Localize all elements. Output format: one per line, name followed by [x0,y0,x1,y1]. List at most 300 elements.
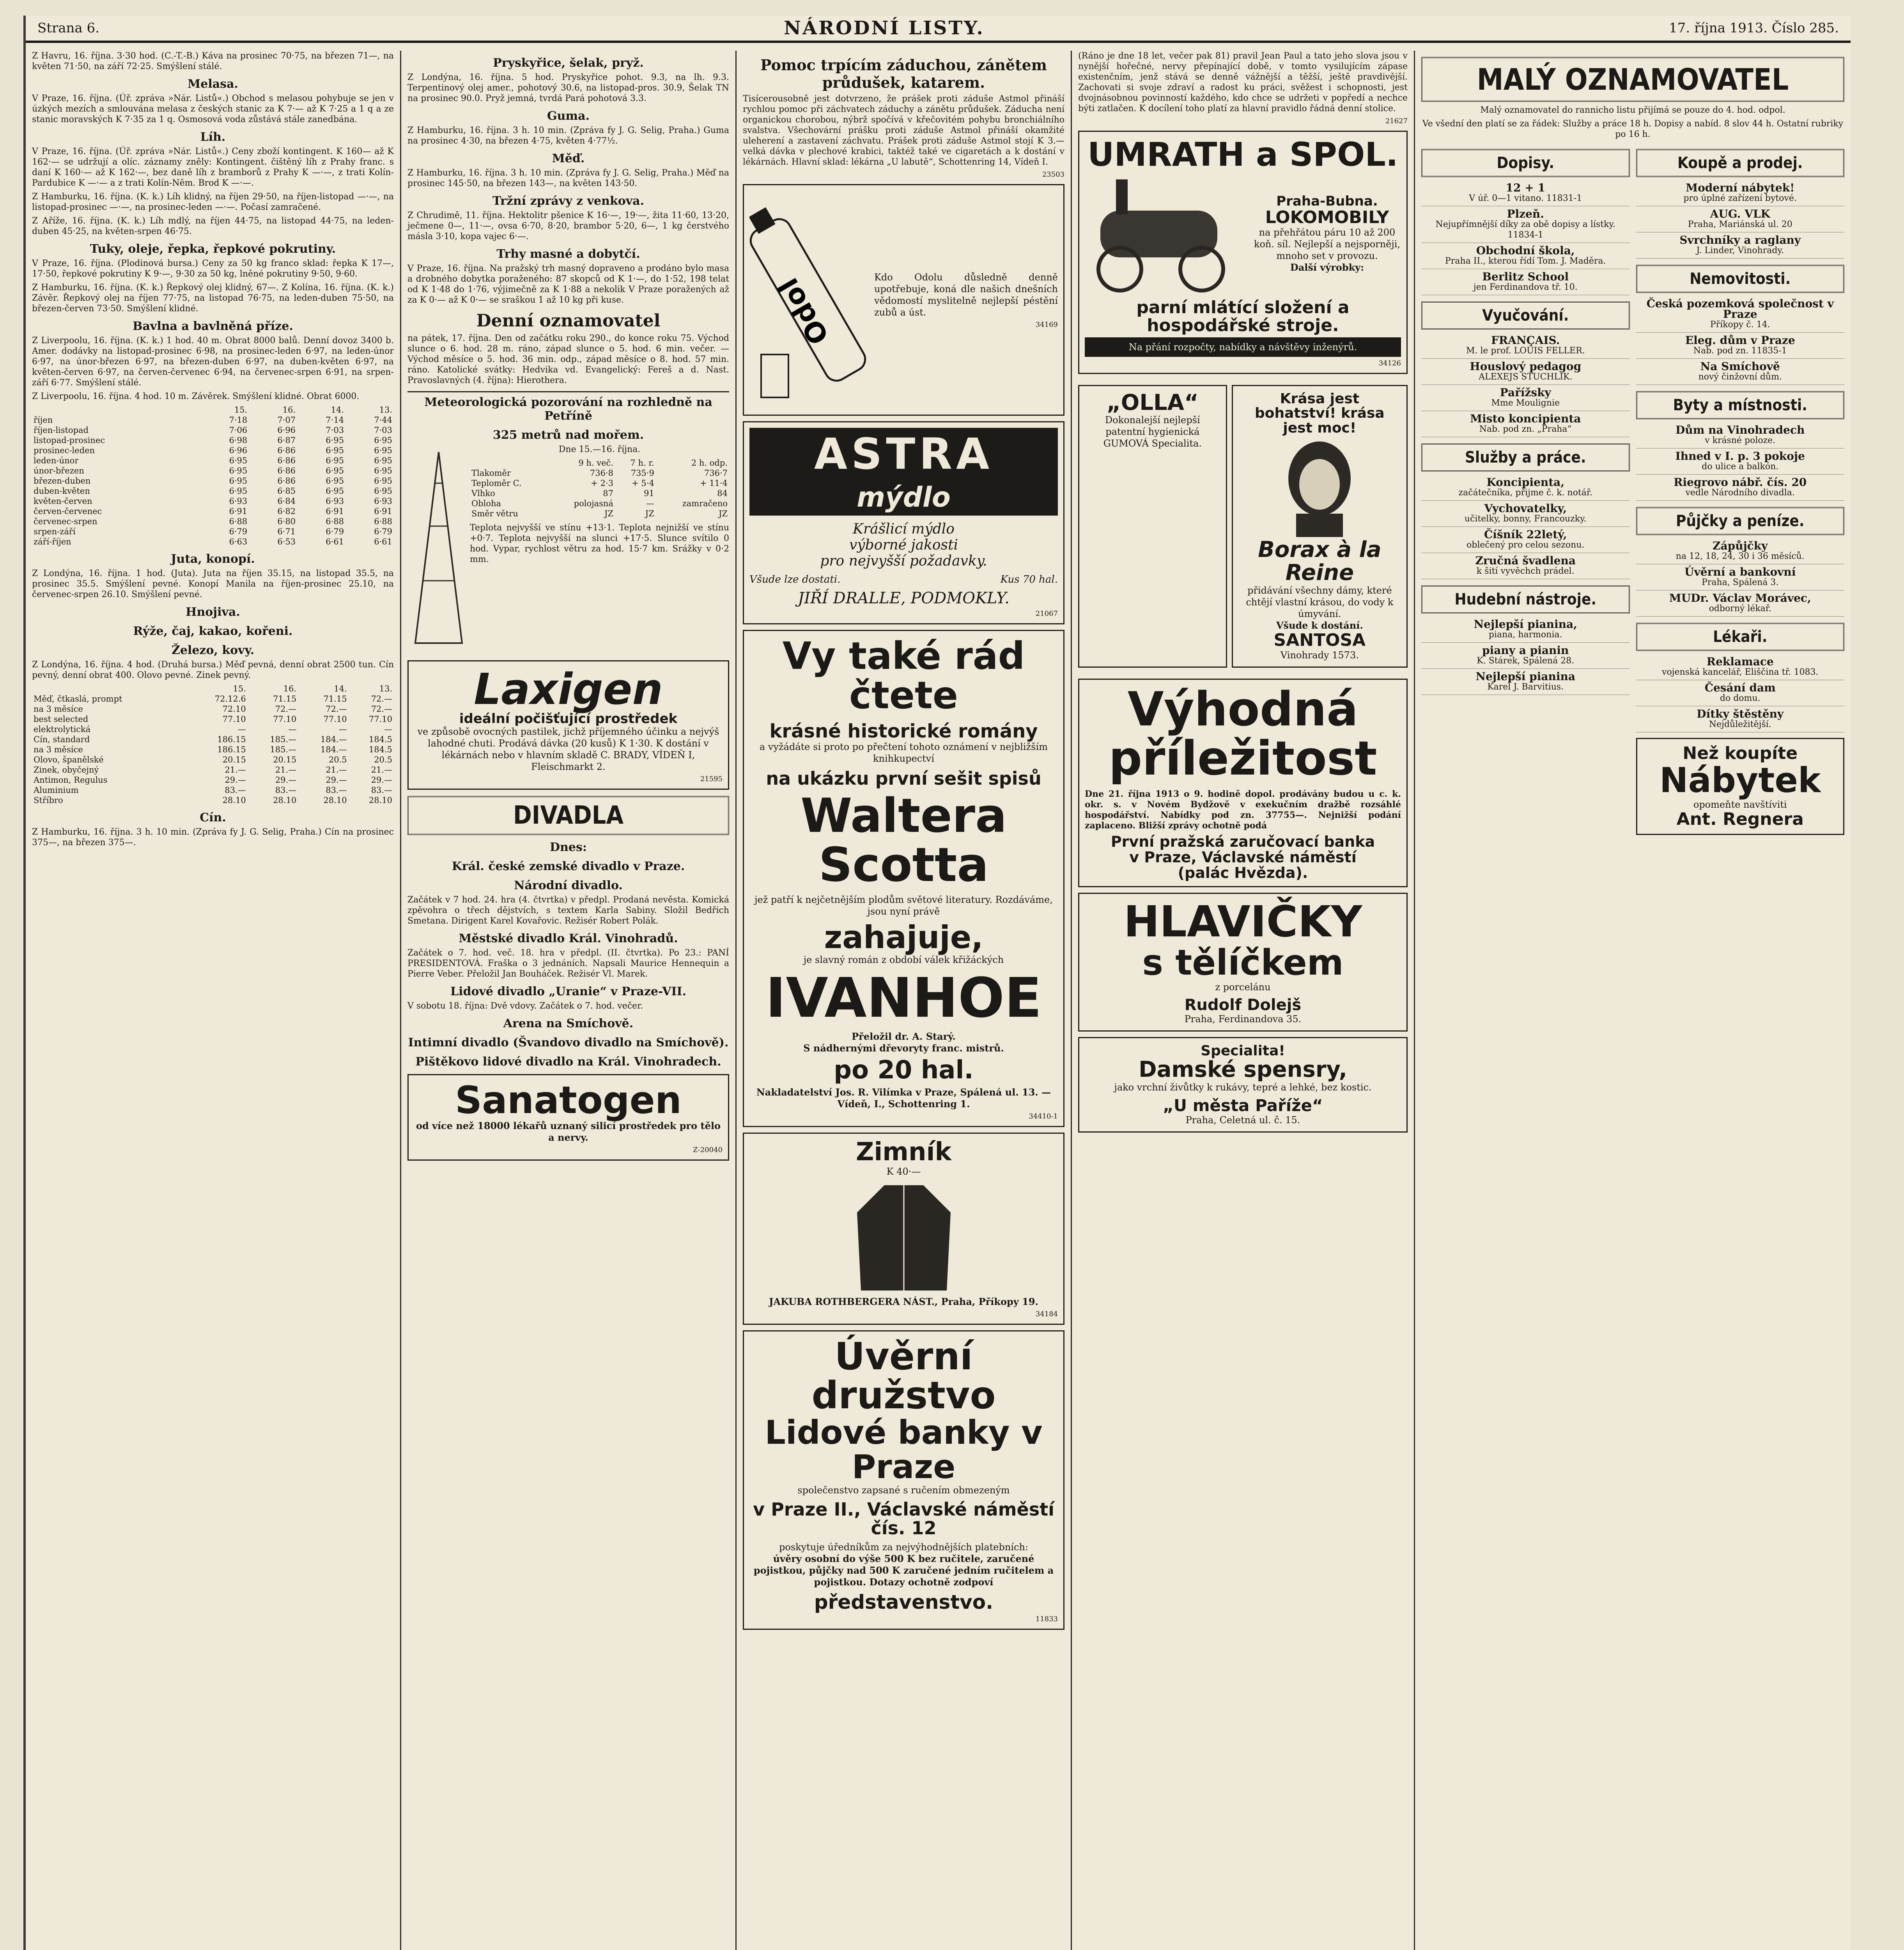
paragraph: Z Havru, 16. října. 3·30 hod. (C.-T.-B.) Káva na prosinec 70·75, na březen 71—, na květen 71·50, na září 72·25. Smýšlení stálé. [32,51,394,71]
classified-entry-text: Praha, Spálená 3. [1702,578,1779,587]
table-cell: 6·98 [229,436,248,445]
table-cell: Tlakoměr [471,468,511,478]
classified-entry-title: Na Smíchově [1700,360,1780,373]
table-cell: únor-březen [34,466,84,475]
laxigen-text: ve způsobě ovocných pastilek, jichž příjemného účinku a nejvýš lahodné chuti. Prodává dávka (20 kusů) K 1·30. K dostání v lékárnách nebo v hlavním skladě C. BRADY, VÍDEŇ I, Fleischmarkt 2. [417,726,719,773]
cotton-row [32,466,394,476]
table-cell: + 11·4 [700,479,728,488]
scott-line: zahajuje, [824,919,983,956]
table-cell: 185.— [270,735,297,744]
classified-entry-text: J. Linder, Vinohrady. [1696,246,1784,255]
table-cell: Teploměr C. [471,479,522,488]
meteo-row [470,478,729,488]
umrath-title: UMRATH a SPOL. [1087,135,1398,174]
classified-entry [1421,501,1630,527]
classified-entry-title: FRANÇAIS. [1491,334,1560,347]
table-cell: 87 [603,489,613,498]
table-cell: JZ [718,509,728,518]
astra-line: výborné jakosti [849,537,958,553]
classified-entry-text: Mme Moulignie [1491,398,1560,408]
table-cell: 6·79 [374,527,392,536]
ad-number: 23503 [1042,170,1064,179]
table-cell: — [237,725,246,734]
scott-line: a vyžádáte si proto po přečtení tohoto oznámení v nejbližším knihkupectví [759,741,1048,764]
metal-row [32,724,394,734]
table-cell: 184.— [320,745,347,754]
classified-entry-title: 12 + 1 [1505,181,1545,194]
furniture-line: Než koupíte [1683,743,1798,763]
classified-entry-text: pro úplné zařízení bytové. [1683,193,1797,203]
classified-entry [1636,448,1845,475]
table-cell: 6·95 [374,466,392,475]
classified-entry-title: Pařížsky [1500,386,1551,399]
krasa-title: Krása jest bohatství! krása jest moc! [1254,390,1385,436]
column-news-theatre [400,51,735,1950]
astra-ad [743,421,1064,624]
section-heading: Líh. [200,130,226,144]
table-header-row [32,684,394,694]
table-cell: + 2·3 [591,479,613,488]
classified-entry-title: Zápůjčky [1713,539,1768,552]
table-cell: 77.10 [273,714,297,724]
paragraph: V Praze, 16. října. (Úř. zpráva »Nár. Listů«.) Ceny zboží kontingent. K 160— až K 162·— se udržují a olíc. záznamy zněly: Kontingent. čištěný líh z Prahy franc. s daní K 160·— až K 162·—, bez daně líh z bramborů z Prahy K —·—, z trati Kolín-Pardubice K —·— a z trati Kolín-Něm. Brod K —·—. [32,147,394,188]
meteo-subheading: 325 metrů nad mořem. [492,428,644,442]
astra-subtitle: mýdlo [749,479,1058,516]
ad-number: 34126 [1378,359,1401,367]
table-cell: 7·18 [229,415,248,425]
paragraph: Z Londýna, 16. října. 4 hod. (Druhá bursa.) Měď pevná, denní obrat 2500 tun. Cín pevný, denní obrat 400. Olovo pevné. Zinek pevný. [32,660,394,680]
theatre-text: V sobotu 18. října: Dvě vdovy. Začátek o 7. hod. večer. [407,1001,643,1011]
section-heading: Pryskyřice, šelak, pryž. [493,56,644,70]
table-cell: říjen [34,415,53,425]
table-cell: best selected [34,714,89,724]
classified-entry [1636,706,1845,732]
scott-line: krásné historické romány [769,720,1038,742]
classified-entry-title: AUG. VLK [1710,207,1770,220]
classified-entry-text: oblečený pro celou sezonu. [1467,540,1585,550]
classified-entry [1636,359,1845,385]
cotton-row [32,506,394,516]
furniture-ad [1636,738,1845,835]
classified-entry-text: ALEXEJS STUCHLIK. [1479,372,1573,382]
credit-union-line: společenstvo zapsané s ručením obmezeným [797,1484,1010,1496]
credit-union-address: v Praze II., Václavské náměstí čís. 12 [753,1498,1054,1539]
table-cell: listopad-prosinec [34,436,105,445]
metal-row [32,775,394,785]
metal-row [32,714,394,724]
paragraph: Z Hamburku, 16. října. 3 h. 10 min. (Zpráva fy J. G. Selig, Praha.) Měď na prosinec 145·50, na březen 143—, na květen 143·50. [407,168,729,188]
classified-entry-title: Vychovatelky, [1484,502,1567,515]
category-vyucovani: Vyučování. [1421,301,1630,330]
table-cell: 6·95 [374,476,392,486]
umrath-line: parní mlátící složení a hospodářské stroje. [1136,298,1350,336]
classified-entry-text: Karel J. Barvitius. [1487,682,1564,692]
meteo-row [470,488,729,498]
santosa-brand: SANTOSA [1273,630,1366,650]
odol-text: Kdo Odolu důsledně denně upotřebuje, koná dle našich dnešních vědomostí myslitelně nejlepší péstění zubů a úst. [874,271,1058,318]
cotton-row [32,526,394,537]
classified-entry-text: nový činžovní dům. [1698,372,1782,382]
locomobile-icon [1085,172,1249,296]
classified-entry [1421,669,1630,695]
credit-union-title: Úvěrní družstvo [811,1334,996,1418]
cotton-row [32,516,394,526]
paragraph: V Praze, 16. října. Na pražský trh masný dopraveno a prodáno bylo masa a drobného dobytka poraženého: 87 skopců od K 1·—, do 1·52, 198 telat od K 1·48 do 1·76, výjimečně za K 1·88 a nekolik V Praze poražených až za K 0·— až K 0·— se sraškou 1 až 10 kg při kuse. [407,264,729,305]
classified-entry [1421,411,1630,437]
scott-firm: Nakladatelství Jos. R. Vilímka v Praze, Spálená ul. 13. — Vídeň, I., Schottenring 1. [756,1087,1051,1110]
walter-scott-ad [743,630,1064,1127]
table-cell: — [288,725,297,734]
category-nemovitosti: Nemovitosti. [1636,265,1845,293]
classified-entry [1636,654,1845,680]
dnes-label: Dnes: [550,840,587,854]
classified-entry-text: M. le prof. LOUIS FELLER. [1466,346,1585,356]
theatre-name: Městské divadlo Král. Vinohradů. [459,932,678,946]
paragraph: Z Londýna, 16. října. 1 hod. (Juta). Juta na říjen 35.15, na listopad 35.5, na prosinec 35.5. Smýšlení pevné. Konopí Manila na říjen-prosinec 25.10, na červenec-srpen 26.10. Smýšlení pevné. [32,569,394,599]
paragraph: Z Aříže, 16. října. (K. k.) Líh mdlý, na říjen 44·75, na listopad 44·75, na leden-duben 45·25, na květen-srpen 46·75. [32,216,394,236]
table-cell: 6·61 [374,537,392,546]
classified-entry-text: do domu. [1720,693,1761,703]
section-heading: Rýže, čaj, kakao, kořeni. [133,624,293,638]
classified-entry [1421,527,1630,553]
ad-number: 21627 [1385,117,1408,125]
metal-row [32,795,394,805]
table-cell: 83.— [371,785,392,795]
classified-entry-title: Číšník 22letý, [1484,528,1567,541]
theatre-name: Arena na Smíchově. [503,1017,634,1031]
table-cell: 6·95 [229,456,248,465]
classified-entry-title: Riegrovo nábř. čís. 20 [1674,476,1807,489]
astmol-heading: Pomoc trpícím záduchou, zánětem průdušek, katarem. [760,56,1047,91]
table-cell: Antimon, Regulus [34,775,108,785]
borax-text: přidávání všechny dámy, které chtějí vlastní krásou, do vody k úmyvání. [1246,585,1394,619]
newspaper-page [23,16,1851,1950]
sanatogen-ad [407,1074,729,1161]
sanatogen-text: od více než 18000 lékařů uznaný silicí prostředek pro tělo a nervy. [416,1120,721,1143]
table-cell: 735·9 [631,468,654,478]
table-cell: 72.10 [222,704,246,714]
scott-line: je slavný román z období válek křižáckých [803,954,1004,966]
classified-entry [1636,232,1845,259]
table-cell: 20.15 [222,755,246,764]
table-cell: Zinek, obyčejný [34,765,99,775]
auction-bank-building: (palác Hvězda). [1178,864,1308,881]
table-header-cell: 15. [234,405,248,415]
ad-number: Z-20040 [693,1145,723,1154]
ad-number: 34184 [1035,1310,1058,1318]
classified-entry-title: Dítky štěstěny [1697,707,1784,720]
meteo-block [407,444,729,655]
section-heading: Hnojiva. [186,605,240,619]
classified-entry [1636,180,1845,206]
table-cell: — [338,725,347,734]
classified-entry-title: Česká pozemková společnost v Praze [1646,297,1834,321]
odol-bottle-icon [749,191,866,409]
spensry-ad [1078,1037,1408,1133]
meteo-date: Dne 15.—16. října. [558,445,641,454]
metal-row [32,694,394,704]
table-cell: Vlhko [471,489,495,498]
newspaper-title: NÁRODNÍ LISTY. [784,17,985,39]
pariz-firm: „U města Paříže“ [1163,1096,1323,1115]
table-cell: 6·95 [374,486,392,496]
table-cell: 71.15 [273,694,297,704]
classified-entry-title: Dům na Vinohradech [1676,424,1805,436]
table-cell: 7·03 [326,425,344,435]
table-cell: Oblohа [471,499,501,508]
ad-number: 21595 [700,775,723,784]
table-cell: 21.— [326,765,347,775]
classified-entry-text: v krásné poloze. [1705,436,1776,445]
table-cell: 6·71 [277,527,296,536]
table-cell: zamračeno [682,499,728,508]
table-cell: 28.10 [273,796,297,805]
classified-entry-title: Svrchníky a raglany [1679,234,1801,246]
classified-entry-text: piana, harmonia. [1488,630,1562,640]
table-cell: 6·82 [277,507,296,516]
table-cell: 77.10 [368,714,392,724]
table-cell: 6·95 [326,486,344,496]
classified-entry-text: učitelky, bonny, Francouzky. [1464,514,1587,524]
table-cell: červen-červenec [34,507,102,516]
category-byty: Byty a místnosti. [1636,391,1845,419]
auction-title: Výhodná [1127,682,1358,737]
auction-bank-address: v Praze, Václavské náměstí [1129,848,1357,866]
theatre-name: Intimní divadlo (Švandovo divadlo na Smíchově). [408,1036,729,1050]
spensry-title: Damské spensry, [1139,1057,1347,1083]
paragraph: Z Hamburku, 16. října. (K. k.) Líh klidný, na říjen 29·50, na říjen-listopad —·—, na listopad-prosinec —·—, na prosinec-leden —·—. Počasí zamračené. [32,192,394,212]
classified-entry [1421,333,1630,359]
table-cell: 72.12.6 [214,694,246,704]
cotton-row [32,415,394,425]
table-cell: 6·93 [229,496,248,506]
table-cell: 21.— [275,765,297,775]
table-cell: 6·95 [326,476,344,486]
table-cell: 6·95 [374,446,392,455]
metal-row [32,765,394,775]
classified-entry-text: odborný lékař. [1709,604,1771,613]
table-cell: 186.15 [217,745,246,754]
table-header-cell: 14. [331,405,344,415]
category-hudebni: Hudební nástroje. [1421,585,1630,613]
table-cell: 6·96 [277,425,296,435]
table-header-cell: 7 h. r. [630,458,654,468]
santosa-address: Vinohrady 1573. [1280,649,1359,661]
theatre-text: Začátek o 7. hod. več. 18. hra v předpl. (II. čtvrtka). Po 23.: PANÍ PRESIDENTOVÁ. Fraška o 3 jednáních. Napsali Maurice Hennequin a Pierre Veber. Přeložil Jan Bouháček. Režisér Vl. Marek. [407,948,729,979]
classified-entry-text: Nejdůležitější. [1709,720,1771,729]
meteo-row [470,498,729,509]
table-cell: 84 [717,489,728,498]
olla-title: „OLLA“ [1106,390,1199,415]
table-cell: 28.10 [222,796,246,805]
heads-line: z porcelánu [1215,982,1271,993]
cotton-row [32,425,394,435]
table-cell: 7·44 [374,415,392,425]
table-cell: 20.5 [374,755,392,764]
classified-entry-title: Reklamace [1706,655,1774,668]
table-cell: 6·85 [277,486,296,496]
scott-line: S nádhernými dřevoryty franc. mistrů. [803,1042,1004,1054]
table-header-cell: 13. [379,405,392,415]
paragraph: (Ráno je dne 18 let, večer pak 81) pravil Jean Paul a tato jeho slova jsou v nynější hořečné, nervy přepínající době, v tomto vysilujícím zápase existenčním, jenž stává se denně vážnější a těžší, ještě pravdivější. Zachovati si svoje zdraví a radost ku práci, svěžest i schopnosti, jest dvojnásobnou povinností každého, kdo chce se udržeti v popředí a nechce býti zatlačen. K docílení toho platí za hlavní pravidlo řádná denní stolice. [1078,51,1408,113]
porcelain-heads-ad [1078,893,1408,1032]
classified-entry-text: do ulice a balkón. [1702,462,1779,472]
theatre-heading: DIVADLA [407,796,729,835]
classified-entry-text: vojenská kancelář, Eliščina tř. 1083. [1661,667,1819,677]
table-cell: 6·91 [374,507,392,516]
classified-entry-title: Nejlepší pianina [1475,670,1576,683]
table-cell: 6·88 [326,517,344,526]
ad-number: 21067 [1035,610,1058,618]
column-ads-a [735,51,1071,1950]
classified-entry-text: na 12, 18, 24, 30 i 36 měsíců. [1676,551,1805,561]
classifieds-title: MALÝ OZNAMOVATEL [1421,57,1844,102]
laxigen-ad [407,660,729,790]
classified-entry-title: Moderní nábytek! [1686,181,1795,194]
olla-ad [1078,385,1227,668]
table-cell: říjen-listopad [34,425,89,435]
table-cell: Stříbro [34,796,63,805]
astra-title: ASTRA [749,428,1058,481]
table-cell: 6·95 [374,436,392,445]
table-cell: + 5·4 [632,479,654,488]
zimnik-firm: JAKUBA ROTHBERGERA NÁST., Praha, Příkopy 19. [769,1296,1038,1307]
theatre-name: Lidové divadlo „Uranie“ v Praze-VII. [450,985,687,999]
table-cell: 20.15 [273,755,297,764]
table-cell: polojasná [574,499,613,508]
classified-entry-text: jen Ferdinandova tř. 10. [1473,282,1578,292]
table-cell: 83.— [225,785,246,795]
table-cell: 6·84 [277,496,296,506]
classified-entry-title: Houslový pedagog [1470,360,1582,373]
classified-entry-text: K. Stárek, Spálená 28. [1477,656,1575,666]
table-cell: na 3 měsíce [34,704,83,714]
issue-date: 17. října 1913. Číslo 285. [1669,20,1839,36]
table-cell: 28.10 [323,796,347,805]
category-pujcky: Půjčky a peníze. [1636,507,1845,535]
paragraph: Z Hamburku, 16. října. (K. k.) Řepkový olej klidný, 67—. Z Kolína, 16. října. (K. k.) Závěr. Řepkový olej na říjen 77·75, na listopad 76·75, na leden-duben 75·50, na březen-červen 73·50. Smýšlení klidné. [32,283,394,314]
table-cell: 6·86 [277,476,296,486]
classified-entry [1636,590,1845,617]
section-heading: Guma. [547,109,590,123]
classified-entry-title: Úvěrní a bankovní [1684,566,1796,578]
furniture-title: Nábytek [1659,760,1821,801]
credit-union-ad [743,1330,1064,1630]
credit-union-title2: Lidové banky v Praze [765,1413,1043,1486]
meteo-notes: Teplota nejvyšší ve stínu +13·1. Teplota nejnižší ve stínu +0·7. Teplota nejvyšší na slunci +17·5. Slunce svítilo 0 hod. Vypar, rychlost větru za hod. 15·7 km. Srážky v 0·2 mm. [470,523,729,564]
cotton-price-table [32,405,394,547]
classified-entry [1421,180,1630,206]
classified-entry-title: Nejlepší pianina, [1474,618,1577,631]
table-cell: 7·06 [229,425,248,435]
metal-row [32,755,394,765]
umrath-line: Další výrobky: [1290,262,1364,273]
classified-entry-title: MUDr. Václav Morávec, [1669,592,1811,604]
section-heading: Cín. [200,811,226,824]
classifieds-intro: Malý oznamovatel do rannicho listu přijímá se pouze do 4. hod. odpol. [1480,105,1785,115]
zimnik-title: Zimník [855,1138,952,1167]
table-cell: 77.10 [222,714,246,724]
classified-entry-text: V úř. 0—1 vitano. 11831-1 [1469,193,1582,203]
section-heading: Bavlna a bavlněná příze. [133,319,293,333]
petrin-tower-icon [407,448,470,651]
credit-union-line: úvěry osobní do výše 500 K bez ručitele, zaručené pojistkou, půjčky nad 500 K zaručené jedním ručitelem a pojistkou. Dotazy ochotně zodpoví [753,1553,1054,1588]
section-heading: Trhy masné a dobytčí. [496,247,640,261]
table-cell: 6·86 [277,446,296,455]
astra-firm: JIŘÍ DRALLE, PODMOKLY. [798,589,1010,607]
table-cell: 29.— [225,775,246,785]
ad-number: 34410-1 [1029,1112,1058,1121]
table-cell: 6·79 [326,527,344,536]
table-cell: 72.— [275,704,297,714]
odol-ad [743,184,1064,416]
furniture-line: opomeňte navštíviti [1693,799,1787,810]
table-cell: prosinec-leden [34,446,95,455]
auction-ad [1078,679,1408,888]
table-cell: 6·95 [326,436,344,445]
credit-union-footer: představenstvo. [814,1591,994,1614]
borax-title: Borax à la Reine [1258,537,1382,585]
spensry-specialita: Specialita! [1201,1043,1285,1059]
table-cell: 71.15 [323,694,347,704]
table-cell: JZ [604,509,613,518]
table-cell: 6·96 [229,446,248,455]
table-cell: 7·07 [277,415,296,425]
cotton-row [32,435,394,445]
table-cell: 6·93 [326,496,344,506]
theatre-subname: Národní divadlo. [514,879,623,893]
paragraph: Z Chrudimě, 11. října. Hektolitr pšenice K 16·—, 19·—, žita 11·60, 13·20, ječmene 0—, 11·—, ovsa 6·70, 8·20, brambor 5·20, 6—, 1 kg čerstvého másla 3·10, kopa vajec 6·—. [407,211,729,241]
table-cell: 91 [644,489,654,498]
lady-portrait-icon [1273,436,1366,537]
table-cell: 6·86 [277,456,296,465]
umrath-ad [1078,131,1408,374]
astra-availability: Všude lze dostati. [749,574,841,585]
table-cell: 6·87 [277,436,296,445]
table-header-cell [470,458,551,468]
laxigen-subtitle: ideální počišťující prostředek [459,711,678,727]
umrath-line: Na přání rozpočty, nabídky a návštěvy inženýrů. [1085,337,1401,357]
classified-entry-text: Praha II., kterou řídí Tom. J. Maděra. [1445,256,1606,266]
table-cell: 21.— [371,765,392,775]
scott-price: po 20 hal. [834,1056,974,1085]
table-cell: 72.— [371,694,392,704]
classified-entry-text: Nejupřímnější díky za obě dopisy a lístky. 11834-1 [1435,220,1615,240]
table-cell: Aluminium [34,785,79,795]
cotton-row [32,537,394,547]
column-classifieds [1414,51,1851,1950]
table-cell: 6·88 [374,517,392,526]
table-header-cell: 2 h. odp. [691,458,728,468]
scott-line: Přeložil dr. A. Starý. [852,1031,956,1042]
table-cell: 184.— [320,735,347,744]
table-header-cell: 15. [233,684,246,693]
zimnik-ad [743,1133,1064,1324]
classified-entry-title: Plzeň. [1507,207,1544,220]
table-cell: 29.— [371,775,392,785]
section-heading: Měď. [552,152,585,165]
classified-entry [1636,206,1845,232]
table-cell: Měď, čtkaslá, prompt [34,694,122,704]
table-cell: 184.5 [368,745,392,754]
scott-line: jež patří k nejčetnějším plodům světové literatury. Rozdáváme, jsou nyní právě [755,894,1053,917]
table-header-row [470,458,729,468]
classified-entry-text: vedle Národního divadla. [1685,488,1795,498]
metal-row [32,745,394,755]
classified-entry [1421,643,1630,669]
category-lekari: Lékaři. [1636,623,1845,651]
table-cell: — [384,725,392,734]
